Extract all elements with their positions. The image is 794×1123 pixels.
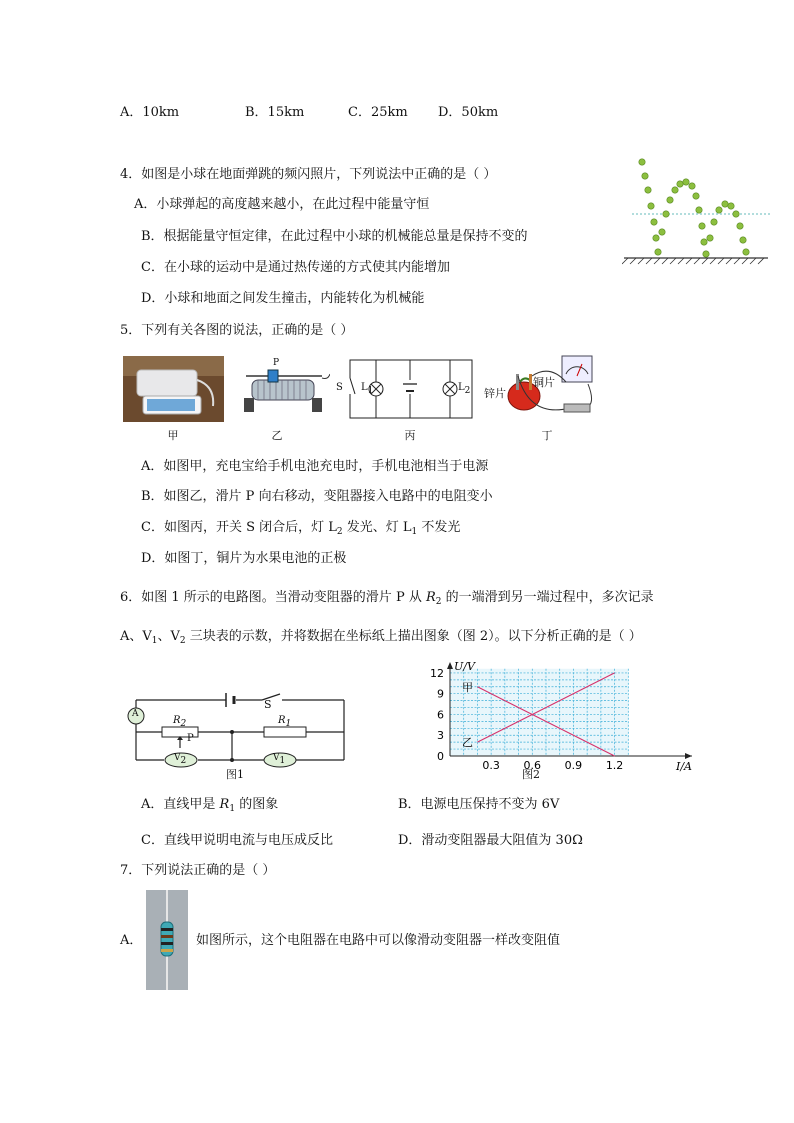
- fig1-v2-label: $V_2$: [174, 753, 187, 766]
- fig1-r2-label: $R_2$: [173, 715, 187, 729]
- copper-label: 铜片: [533, 376, 555, 389]
- q7-stem: 7．下列说法正确的是（ ）: [120, 863, 276, 878]
- fig1-p-label: P: [187, 733, 194, 744]
- q5-option-d: D．如图丁，铜片为水果电池的正极: [141, 551, 347, 566]
- fig1-switch-label: S: [264, 698, 272, 711]
- line-jia-label: 甲: [462, 680, 473, 694]
- q4-option-c: C．在小球的运动中是通过热传递的方式使其内能增加: [141, 260, 450, 275]
- q6-option-b: B．电源电压保持不变为 6V: [398, 797, 560, 812]
- y-tick-label: 12: [430, 666, 444, 680]
- fig1-ammeter-label: A: [132, 709, 139, 719]
- q5-stem: 5．下列有关各图的说法，正确的是（ ）: [120, 323, 354, 338]
- rheostat-p-label: P: [273, 358, 280, 368]
- line-yi-label: 乙: [462, 736, 473, 750]
- q3-option-a: A．10km: [120, 105, 180, 120]
- q6-option-a: A．直线甲是 $R_1$ 的图象: [141, 797, 279, 814]
- q4-option-a: A．小球弹起的高度越来越小，在此过程中能量守恒: [134, 197, 430, 212]
- circuit-l1-label: $L_1$: [361, 382, 374, 396]
- q5-option-b: B．如图乙，滑片 P 向右移动，变阻器接入电路中的电阻变小: [141, 489, 493, 504]
- circuit-switch-label: S: [336, 382, 343, 393]
- y-tick-label: 3: [437, 729, 444, 743]
- q5-caption-ding: 丁: [541, 429, 553, 442]
- fig1-caption: 图1: [226, 768, 244, 781]
- x-tick-label: 0.3: [482, 759, 500, 772]
- fig2-ui-chart: [410, 660, 700, 782]
- q4-option-b: B．根据能量守恒定律，在此过程中小球的机械能总量是保持不变的: [141, 229, 528, 244]
- fig1-circuit: [122, 690, 350, 768]
- q5-option-a: A．如图甲，充电宝给手机电池充电时，手机电池相当于电源: [141, 459, 489, 474]
- fig1-r1-label: $R_1$: [278, 715, 292, 729]
- q6-stem-line1: 6．如图 1 所示的电路图。当滑动变阻器的滑片 P 从 $R_2$ 的一端滑到另一端过程中，多次记录: [120, 590, 654, 607]
- q4-option-d: D．小球和地面之间发生撞击，内能转化为机械能: [141, 291, 425, 306]
- y-tick-label: 9: [437, 687, 444, 701]
- q7-option-a-text: 如图所示，这个电阻器在电路中可以像滑动变阻器一样改变阻值: [196, 933, 561, 948]
- q6-option-c: C．直线甲说明电流与电压成反比: [141, 833, 333, 848]
- q4-stem: 4．如图是小球在地面弹跳的频闪照片，下列说法中正确的是（ ）: [120, 167, 497, 182]
- x-tick-label: 1.2: [605, 759, 624, 772]
- q5-caption-bing: 丙: [404, 429, 416, 442]
- y-tick-label: 6: [437, 708, 444, 722]
- fig1-v1-label: $V_1$: [273, 753, 286, 766]
- power-bank-photo: [123, 356, 224, 422]
- q3-option-c: C．25km: [348, 105, 408, 120]
- q5-caption-yi: 乙: [271, 429, 283, 442]
- q5-option-c: C．如图丙，开关 S 闭合后，灯 $L_2$ 发光、灯 $L_1$ 不发光: [141, 520, 461, 537]
- y-tick-label: 0: [437, 750, 444, 763]
- resistor-photo: [146, 890, 188, 990]
- zinc-label: 锌片: [484, 387, 506, 400]
- q5-caption-jia: 甲: [167, 429, 179, 442]
- x-tick-label: 0.6: [523, 759, 542, 772]
- chart-grid: [450, 669, 628, 756]
- bouncing-ball-figure: [622, 154, 770, 266]
- q3-option-d: D．50km: [438, 105, 499, 120]
- y-axis-arrow: [447, 662, 453, 669]
- grid-background: [450, 669, 628, 756]
- q7-option-a-label: A．: [120, 933, 143, 948]
- q6-stem-line2: A、$V_1$、$V_2$ 三块表的示数，并将数据在坐标纸上描出图象（图 2）。以下分析正确的是（ ）: [120, 629, 642, 646]
- x-axis-arrow: [685, 753, 692, 759]
- x-axis-label: I/A: [676, 760, 692, 773]
- y-axis-label: U/V: [454, 660, 475, 673]
- q3-option-b: B．15km: [245, 105, 305, 120]
- x-tick-label: 0.9: [564, 759, 583, 772]
- fig2-caption: 图2: [522, 768, 540, 781]
- q6-option-d: D．滑动变阻器最大阻值为 30Ω: [398, 833, 583, 848]
- circuit-l2-label: $L_2$: [458, 382, 471, 396]
- rheostat-figure: [238, 358, 330, 420]
